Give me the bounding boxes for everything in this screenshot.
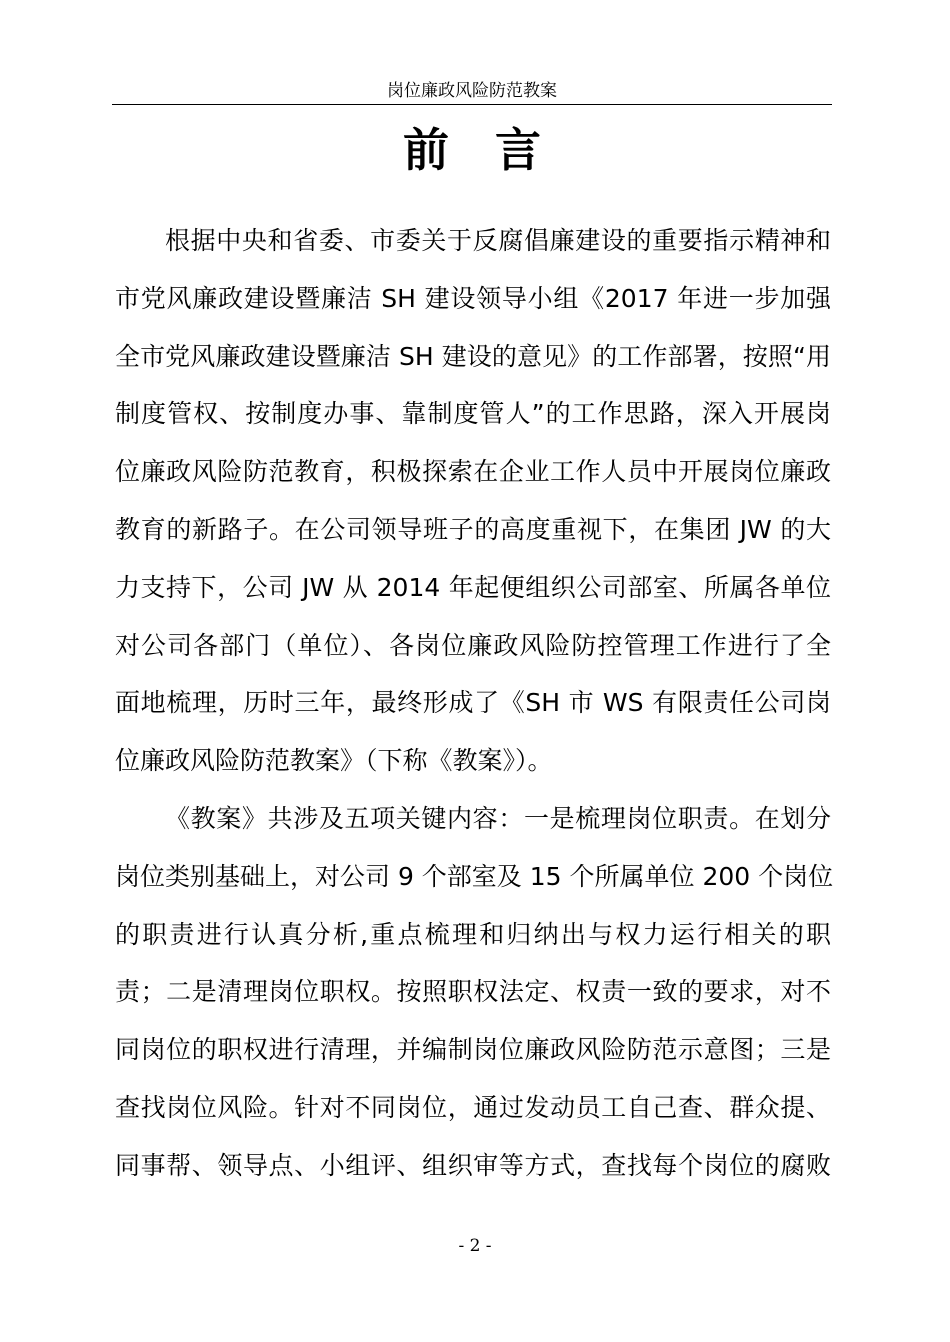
page-title: 前言 (403, 123, 587, 177)
paragraph-line: 制度管权、按制度办事、靠制度管人”的工作思路，深入开展岗 (115, 399, 831, 429)
page-number: - 2 - (458, 1236, 492, 1256)
paragraph-line: 同事帮、领导点、小组评、组织审等方式，查找每个岗位的腐败 (115, 1150, 831, 1180)
paragraph-line: 位廉政风险防范教育，积极探索在企业工作人员中开展岗位廉政 (115, 457, 831, 487)
paragraph-1 (115, 212, 831, 790)
paragraph-line: 责；二是清理岗位职权。按照职权法定、权责一致的要求，对不 (115, 977, 831, 1007)
paragraph-line: 位廉政风险防范教案》（下称《教案》）。 (115, 746, 553, 776)
paragraph-line: 查找岗位风险。针对不同岗位，通过发动员工自己查、群众提、 (115, 1092, 831, 1122)
body-text (115, 212, 834, 1195)
paragraph-line: 岗位类别基础上，对公司 9 个部室及 15 个所属单位 200 个岗位 (115, 861, 834, 891)
paragraph-line: 教育的新路子。在公司领导班子的高度重视下，在集团 JW 的大 (115, 514, 831, 544)
paragraph-2 (115, 790, 834, 1195)
paragraph-line: 全市党风廉政建设暨廉洁 SH 建设的意见》的工作部署，按照“用 (115, 341, 831, 371)
running-header: 岗位廉政风险防范教案 (387, 81, 557, 101)
paragraph-line: 对公司各部门（单位）、各岗位廉政风险防控管理工作进行了全 (115, 630, 831, 660)
paragraph-line: 的职责进行认真分析,重点梳理和归纳出与权力运行相关的职 (115, 919, 831, 949)
paragraph-line: 《教案》共涉及五项关键内容：一是梳理岗位职责。在划分 (165, 803, 831, 833)
paragraph-line: 同岗位的职权进行清理，并编制岗位廉政风险防范示意图；三是 (115, 1035, 831, 1065)
paragraph-line: 面地梳理，历时三年，最终形成了《SH 市 WS 有限责任公司岗 (115, 688, 831, 718)
paragraph-line: 力支持下，公司 JW 从 2014 年起便组织公司部室、所属各单位 (115, 572, 831, 602)
header-rule (112, 104, 832, 105)
paragraph-line: 根据中央和省委、市委关于反腐倡廉建设的重要指示精神和 (165, 226, 831, 255)
paragraph-line: 市党风廉政建设暨廉洁 SH 建设领导小组《2017 年进一步加强 (115, 283, 831, 313)
